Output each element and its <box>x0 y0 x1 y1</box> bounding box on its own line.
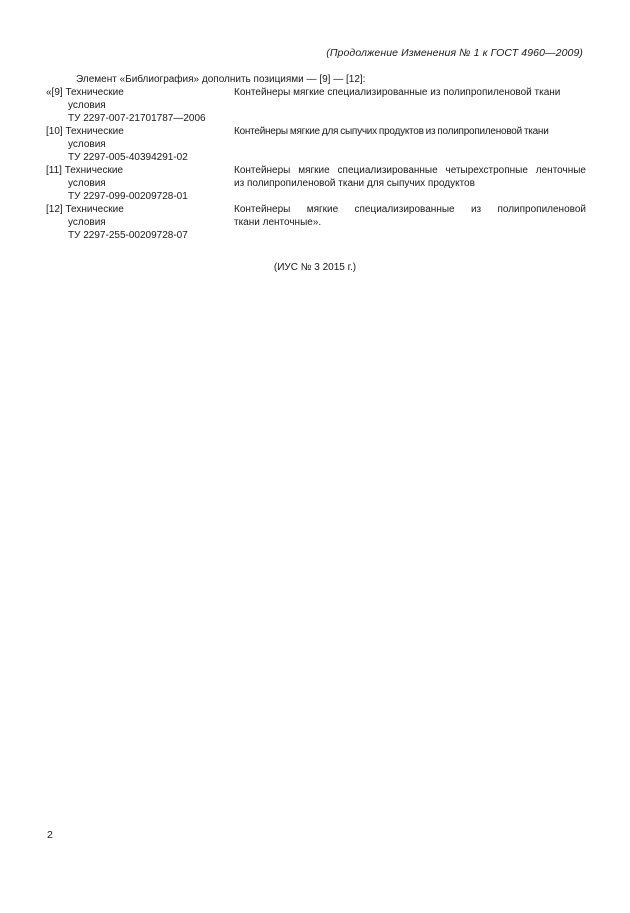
source-footnote: (ИУС № 3 2015 г.) <box>273 262 357 273</box>
entry-ref-label: [10] Технические <box>46 126 124 137</box>
entry-ref-label: «[9] Технические <box>46 87 124 98</box>
entry-description-line: из полипропиленовой ткани для сыпучих продуктов <box>234 178 475 189</box>
bibliography-list <box>46 86 586 242</box>
entry-code: ТУ 2297-005-40394291-02 <box>68 152 188 163</box>
entry-code: ТУ 2297-007-21701787—2006 <box>68 113 206 124</box>
entry-ref-cont: условия <box>68 217 106 228</box>
entry-reference <box>46 203 234 242</box>
bibliography-entry <box>46 86 586 125</box>
entry-ref-cont: условия <box>68 139 106 150</box>
bibliography-entry <box>46 125 586 164</box>
entry-description-line: ткани ленточные». <box>234 217 322 228</box>
bibliography-entry <box>46 164 586 203</box>
intro-text: Элемент «Библиография» дополнить позициями — [9] — [12]: <box>76 74 366 85</box>
entry-description-line: Контейнеры мягкие специализированные из полипропиленовой ткани <box>234 87 561 98</box>
entry-description <box>234 164 586 203</box>
entry-description-line: Контейнеры мягкие специализированные четырехстропные ленточные <box>234 165 586 176</box>
entry-reference <box>46 86 234 125</box>
entry-code: ТУ 2297-099-00209728-01 <box>68 191 188 202</box>
entry-description-line: Контейнеры мягкие специализированные из полипропиленовой <box>234 204 586 215</box>
entry-description <box>234 125 586 164</box>
entry-description-line: Контейнеры мягкие для сыпучих продуктов из полипропиленовой ткани <box>234 126 549 137</box>
page-number: 2 <box>47 829 53 841</box>
entry-description <box>234 203 586 242</box>
entry-code: ТУ 2297-255-00209728-07 <box>68 230 188 241</box>
entry-reference <box>46 164 234 203</box>
page-header: (Продолжение Изменения № 1 к ГОСТ 4960—2009) <box>326 47 583 59</box>
bibliography-entry <box>46 203 586 242</box>
entry-description <box>234 86 586 125</box>
entry-ref-label: [12] Технические <box>46 204 124 215</box>
entry-ref-cont: условия <box>68 100 106 111</box>
entry-ref-label: [11] Технические <box>46 165 124 176</box>
entry-ref-cont: условия <box>68 178 106 189</box>
entry-reference <box>46 125 234 164</box>
